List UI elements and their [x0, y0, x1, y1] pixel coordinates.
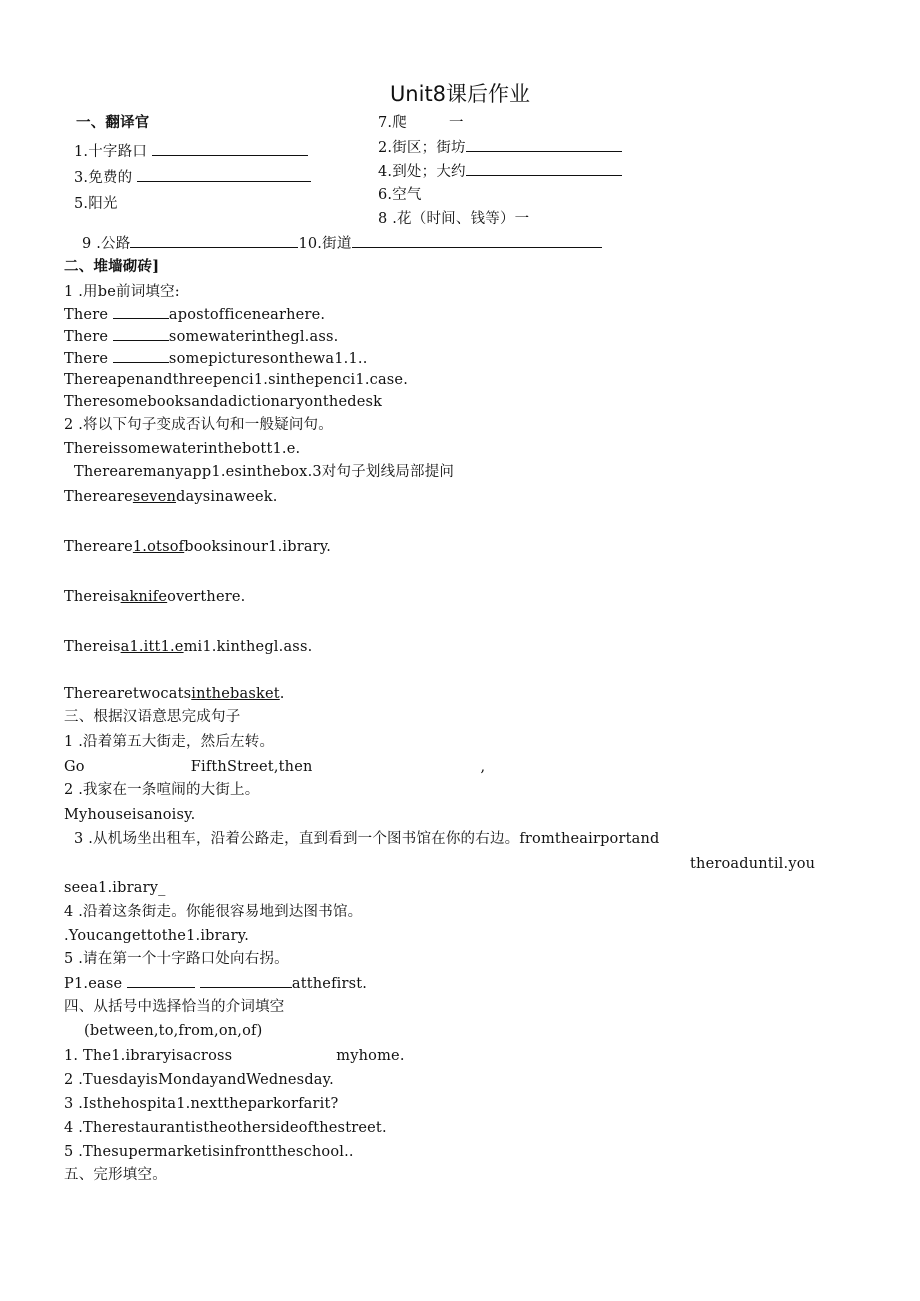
s3-question-2: 2 .我家在一条喧闹的大街上。 [64, 782, 260, 798]
s3-answer-1: Go FifthStreet,then , [64, 759, 486, 775]
section-3-heading: 三、根据汉语意思完成句子 [64, 709, 241, 725]
item-2: 2.街区；街坊 [378, 138, 622, 157]
s3-question-1: 1 .沿着第五大街走，然后左转。 [64, 734, 275, 750]
s2-line-9: Thereare1.otsofbooksinour1.ibrary. [64, 539, 332, 555]
s3-answer-3: seea1.ibrary_ [64, 880, 166, 896]
item-6: 6.空气 [378, 187, 422, 203]
s2-line-6: Thereissomewaterinthebott1.e. [64, 441, 301, 457]
s2-line-11: Thereisa1.itt1.emi1.kinthegl.ass. [64, 639, 313, 655]
section-5-heading: 五、完形填空。 [64, 1167, 167, 1183]
s2-question-2: 2 .将以下句子变成否认句和一般疑问句。 [64, 417, 333, 433]
s3-answer-3-right: theroaduntil.you [690, 856, 816, 872]
s4-line-1: 1. The1.ibraryisacross myhome. [64, 1048, 405, 1064]
page-title: Unit8课后作业 [389, 82, 531, 106]
s4-options: (between,to,from,on,of) [84, 1023, 263, 1039]
s4-line-2: 2 .TuesdayisMondayandWednesday. [64, 1072, 334, 1088]
s2-line-12: Therearetwocatsinthebasket. [64, 686, 285, 702]
s2-line-3: There somepicturesonthewa1.1.. [64, 351, 368, 367]
s2-question-1: 1 .用be前词填空: [64, 284, 180, 300]
s2-line-8: Therearesevendaysinaweek. [64, 489, 278, 505]
item-3: 3.免费的 [74, 168, 311, 187]
section-2-heading: 二、堆墙砌砖] [64, 258, 160, 275]
s3-answer-5: P1.ease atthefirst. [64, 976, 368, 992]
item-5: 5.阳光 [74, 196, 118, 212]
s4-line-3: 3 .Isthehospita1.nexttheparkorfarit? [64, 1096, 339, 1112]
s2-line-10: Thereisaknifeoverthere. [64, 589, 246, 605]
section-4-heading: 四、从括号中选择恰当的介词填空 [64, 999, 285, 1015]
s2-line-4: Thereapenandthreepenci1.sinthepenci1.case. [64, 372, 409, 388]
s2-line-2: There somewaterinthegl.ass. [64, 329, 339, 345]
item-8: 8 .花（时间、钱等）一 [378, 211, 530, 227]
s3-question-5: 5 .请在第一个十字路口处向右拐。 [64, 951, 289, 967]
s2-line-1: There apostofficenearhere. [64, 307, 326, 323]
s3-answer-2: Myhouseisanoisy. [64, 807, 196, 823]
s4-line-5: 5 .Thesupermarketisinfronttheschool.. [64, 1144, 354, 1160]
s3-answer-4: .Youcangettothe1.ibrary. [64, 928, 250, 944]
item-1: 1.十字路口 [74, 142, 308, 161]
s3-question-3: 3 .从机场坐出租车，沿着公路走，直到看到一个图书馆在你的右边。fromtheairportand [74, 831, 660, 847]
s4-line-4: 4 .Therestaurantistheothersideofthestreet. [64, 1120, 387, 1136]
section-1-heading: 一、翻译官 [76, 114, 150, 131]
s2-line-5: Theresomebooksandadictionaryonthedesk [64, 394, 383, 410]
item-4: 4.到处；大约 [378, 162, 622, 181]
s2-line-7: Therearemanyapp1.esinthebox.3对句子划线局部提问 [74, 464, 455, 480]
item-7: 7.爬 一 [378, 115, 464, 131]
item-9-10: 9 .公路 10.街道 [82, 234, 602, 253]
s3-question-4: 4 .沿着这条街走。你能很容易地到达图书馆。 [64, 904, 363, 920]
